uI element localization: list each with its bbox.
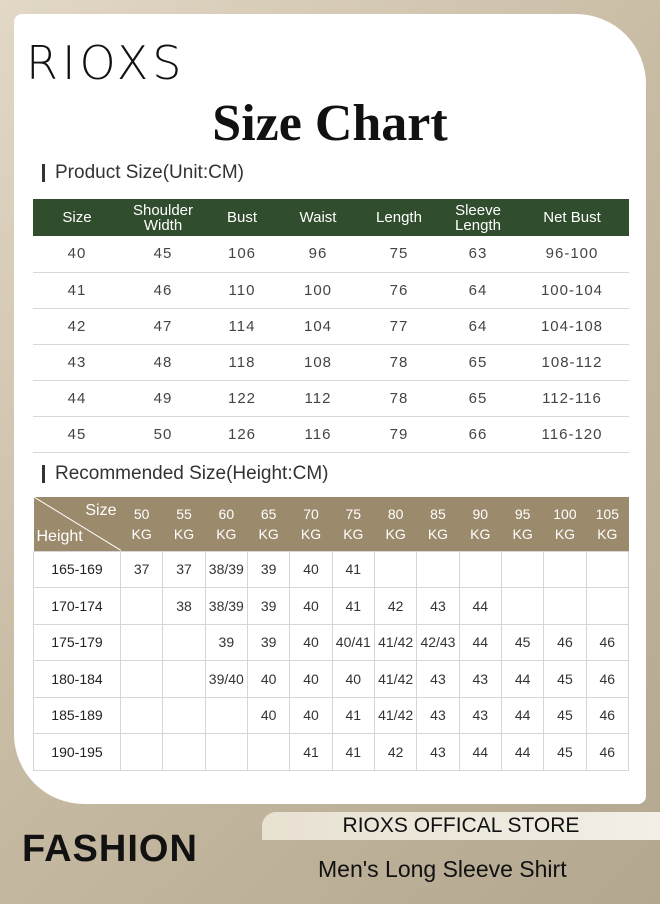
table-cell: 118: [205, 344, 279, 380]
table-row: [34, 661, 629, 698]
table-cell: 78: [357, 344, 441, 380]
size-cell: 39: [247, 551, 289, 588]
table-cell: 108-112: [515, 344, 629, 380]
corner-cell: [34, 497, 121, 551]
size-cell: 42/43: [417, 624, 459, 661]
product-name: Men's Long Sleeve Shirt: [318, 856, 567, 882]
size-cell: 45: [544, 734, 586, 771]
size-cell: 40: [247, 661, 289, 698]
table-cell: 49: [121, 380, 205, 416]
table-cell: 63: [441, 236, 515, 272]
size-cell: 45: [544, 661, 586, 698]
weight-value: 90: [472, 505, 489, 522]
weight-value: 70: [303, 505, 319, 522]
table-cell: 78: [357, 380, 441, 416]
size-cell: 44: [501, 697, 543, 734]
weight-value: 80: [387, 505, 404, 522]
header-bust: Bust: [205, 199, 279, 236]
weight-header: [205, 497, 247, 551]
fashion-label: FASHION: [22, 828, 198, 870]
size-cell: 38/39: [205, 551, 247, 588]
size-cell: 43: [417, 661, 459, 698]
table-cell: 76: [357, 272, 441, 308]
size-cell: 41: [332, 697, 374, 734]
size-cell: [121, 734, 163, 771]
heading-bar: [42, 164, 45, 182]
table-cell: 45: [121, 236, 205, 272]
size-cell: 43: [459, 697, 501, 734]
table-cell: 66: [441, 416, 515, 452]
size-cell: [374, 551, 416, 588]
product-size-heading: [42, 162, 244, 184]
size-cell: 41: [332, 734, 374, 771]
table-cell: 79: [357, 416, 441, 452]
recommend-header-row: [34, 497, 629, 551]
size-cell: [501, 551, 543, 588]
table-row: [34, 624, 629, 661]
size-cell: 39: [205, 624, 247, 661]
size-cell: [163, 734, 205, 771]
weight-value: 55: [176, 505, 192, 522]
table-cell: 45: [33, 416, 121, 452]
weight-unit: KG: [554, 525, 576, 542]
size-cell: 46: [544, 624, 586, 661]
weight-header: [121, 497, 163, 551]
size-cell: 40: [290, 624, 332, 661]
weight-unit: KG: [258, 525, 279, 542]
table-cell: 122: [205, 380, 279, 416]
size-cell: 46: [586, 697, 628, 734]
height-cell: 165-169: [34, 551, 121, 588]
table-cell: 114: [205, 308, 279, 344]
size-cell: 40: [290, 551, 332, 588]
size-cell: [121, 697, 163, 734]
table-cell: 50: [121, 416, 205, 452]
size-cell: 46: [586, 624, 628, 661]
size-cell: 38: [163, 588, 205, 625]
weight-value: 105: [595, 505, 619, 522]
weight-unit: KG: [216, 525, 237, 542]
size-cell: [205, 697, 247, 734]
size-cell: [163, 697, 205, 734]
table-cell: 126: [205, 416, 279, 452]
table-cell: 96-100: [515, 236, 629, 272]
table-row: [33, 308, 629, 344]
table-cell: 110: [205, 272, 279, 308]
size-cell: 44: [459, 624, 501, 661]
table-cell: 47: [121, 308, 205, 344]
weight-unit: KG: [597, 525, 618, 542]
header-waist: Waist: [279, 199, 357, 236]
weight-header: [586, 497, 628, 551]
size-cell: 39/40: [205, 661, 247, 698]
size-cell: 46: [586, 661, 628, 698]
size-cell: 44: [459, 588, 501, 625]
weight-header: [501, 497, 543, 551]
size-cell: 37: [163, 551, 205, 588]
table-cell: 100: [279, 272, 357, 308]
size-cell: [121, 624, 163, 661]
table-cell: 116: [279, 416, 357, 452]
brand-logo: RIOXS: [26, 36, 186, 90]
weight-value: 85: [430, 505, 446, 522]
size-cell: 41/42: [374, 697, 416, 734]
size-cell: 40: [247, 697, 289, 734]
table-row: [33, 416, 629, 452]
table-row: [34, 588, 629, 625]
size-cell: [586, 551, 628, 588]
store-name: RIOXS OFFICAL STORE: [342, 814, 580, 837]
size-cell: 46: [586, 734, 628, 771]
header-shoulder-width: Shoulder Width: [121, 199, 205, 236]
size-cell: 42: [374, 588, 416, 625]
table-cell: 100-104: [515, 272, 629, 308]
table-cell: 77: [357, 308, 441, 344]
table-row: [33, 344, 629, 380]
weight-value: 95: [514, 505, 531, 522]
table-cell: 43: [33, 344, 121, 380]
weight-unit: KG: [427, 525, 449, 542]
table-cell: 104-108: [515, 308, 629, 344]
weight-unit: KG: [385, 525, 406, 542]
size-cell: 45: [544, 697, 586, 734]
table-cell: 40: [33, 236, 121, 272]
weight-unit: KG: [131, 525, 152, 542]
product-size-label: Product Size(Unit:CM): [55, 162, 244, 183]
size-cell: [163, 661, 205, 698]
weight-unit: KG: [173, 525, 195, 542]
table-cell: 64: [441, 272, 515, 308]
size-cell: 40: [290, 697, 332, 734]
table-row: [34, 734, 629, 771]
weight-unit: KG: [512, 525, 533, 542]
size-cell: 41: [332, 588, 374, 625]
table-cell: 112: [279, 380, 357, 416]
size-cell: 41/42: [374, 661, 416, 698]
header-sleeve-length: Sleeve Length: [441, 199, 515, 236]
table-cell: 46: [121, 272, 205, 308]
recommended-size-heading: [42, 463, 329, 485]
weight-header: [163, 497, 205, 551]
size-cell: [121, 661, 163, 698]
table-cell: 44: [33, 380, 121, 416]
size-cell: 41: [332, 551, 374, 588]
size-cell: [544, 551, 586, 588]
weight-header: [332, 497, 374, 551]
size-cell: 43: [417, 588, 459, 625]
weight-value: 50: [133, 505, 150, 522]
header-net-bust: Net Bust: [515, 199, 629, 236]
height-cell: 170-174: [34, 588, 121, 625]
height-cell: 190-195: [34, 734, 121, 771]
page-title: Size Chart: [212, 95, 448, 152]
height-cell: 185-189: [34, 697, 121, 734]
weight-unit: KG: [300, 525, 322, 542]
table-cell: 42: [33, 308, 121, 344]
recommended-size-table: [33, 497, 629, 771]
table-cell: 75: [357, 236, 441, 272]
product-size-table: [33, 199, 629, 453]
table-row: [33, 272, 629, 308]
table-row: [33, 236, 629, 272]
table-cell: 104: [279, 308, 357, 344]
table-cell: 116-120: [515, 416, 629, 452]
size-cell: 41/42: [374, 624, 416, 661]
size-cell: 39: [247, 624, 289, 661]
heading-bar: [42, 465, 45, 483]
table-row: [34, 697, 629, 734]
weight-value: 60: [218, 505, 235, 522]
size-cell: 43: [417, 697, 459, 734]
height-cell: 180-184: [34, 661, 121, 698]
size-cell: 43: [417, 734, 459, 771]
table-cell: 48: [121, 344, 205, 380]
size-cell: 37: [121, 551, 163, 588]
weight-value: 100: [553, 505, 577, 522]
size-cell: [163, 624, 205, 661]
size-cell: 40: [332, 661, 374, 698]
weight-header: [247, 497, 289, 551]
size-cell: [544, 588, 586, 625]
size-cell: [205, 734, 247, 771]
size-cell: 39: [247, 588, 289, 625]
size-cell: 45: [501, 624, 543, 661]
size-cell: 42: [374, 734, 416, 771]
size-cell: 40: [290, 588, 332, 625]
size-cell: 40: [290, 661, 332, 698]
size-cell: 40/41: [332, 624, 374, 661]
table-row: [33, 380, 629, 416]
size-cell: [417, 551, 459, 588]
corner-size-label: Size: [85, 502, 117, 519]
size-cell: [247, 734, 289, 771]
table-cell: 108: [279, 344, 357, 380]
table-row: [34, 551, 629, 588]
size-cell: [501, 588, 543, 625]
weight-unit: KG: [470, 525, 491, 542]
header-size: Size: [33, 199, 121, 236]
size-cell: [586, 588, 628, 625]
weight-value: 75: [345, 505, 362, 522]
product-header-row: [33, 199, 629, 236]
height-cell: 175-179: [34, 624, 121, 661]
table-cell: 106: [205, 236, 279, 272]
table-cell: 112-116: [515, 380, 629, 416]
weight-header: [290, 497, 332, 551]
table-cell: 65: [441, 380, 515, 416]
corner-height-label: Height: [36, 527, 83, 545]
size-cell: 44: [459, 734, 501, 771]
size-cell: [121, 588, 163, 625]
size-cell: 41: [290, 734, 332, 771]
weight-header: [544, 497, 586, 551]
size-cell: 44: [501, 734, 543, 771]
weight-value: 65: [260, 505, 277, 522]
size-cell: [459, 551, 501, 588]
weight-header: [374, 497, 416, 551]
recommended-size-label: Recommended Size(Height:CM): [55, 463, 329, 484]
size-cell: 38/39: [205, 588, 247, 625]
table-cell: 41: [33, 272, 121, 308]
size-cell: 44: [501, 661, 543, 698]
table-cell: 65: [441, 344, 515, 380]
table-cell: 64: [441, 308, 515, 344]
table-cell: 96: [279, 236, 357, 272]
header-length: Length: [357, 199, 441, 236]
size-cell: 43: [459, 661, 501, 698]
weight-header: [459, 497, 501, 551]
weight-header: [417, 497, 459, 551]
weight-unit: KG: [343, 525, 364, 542]
